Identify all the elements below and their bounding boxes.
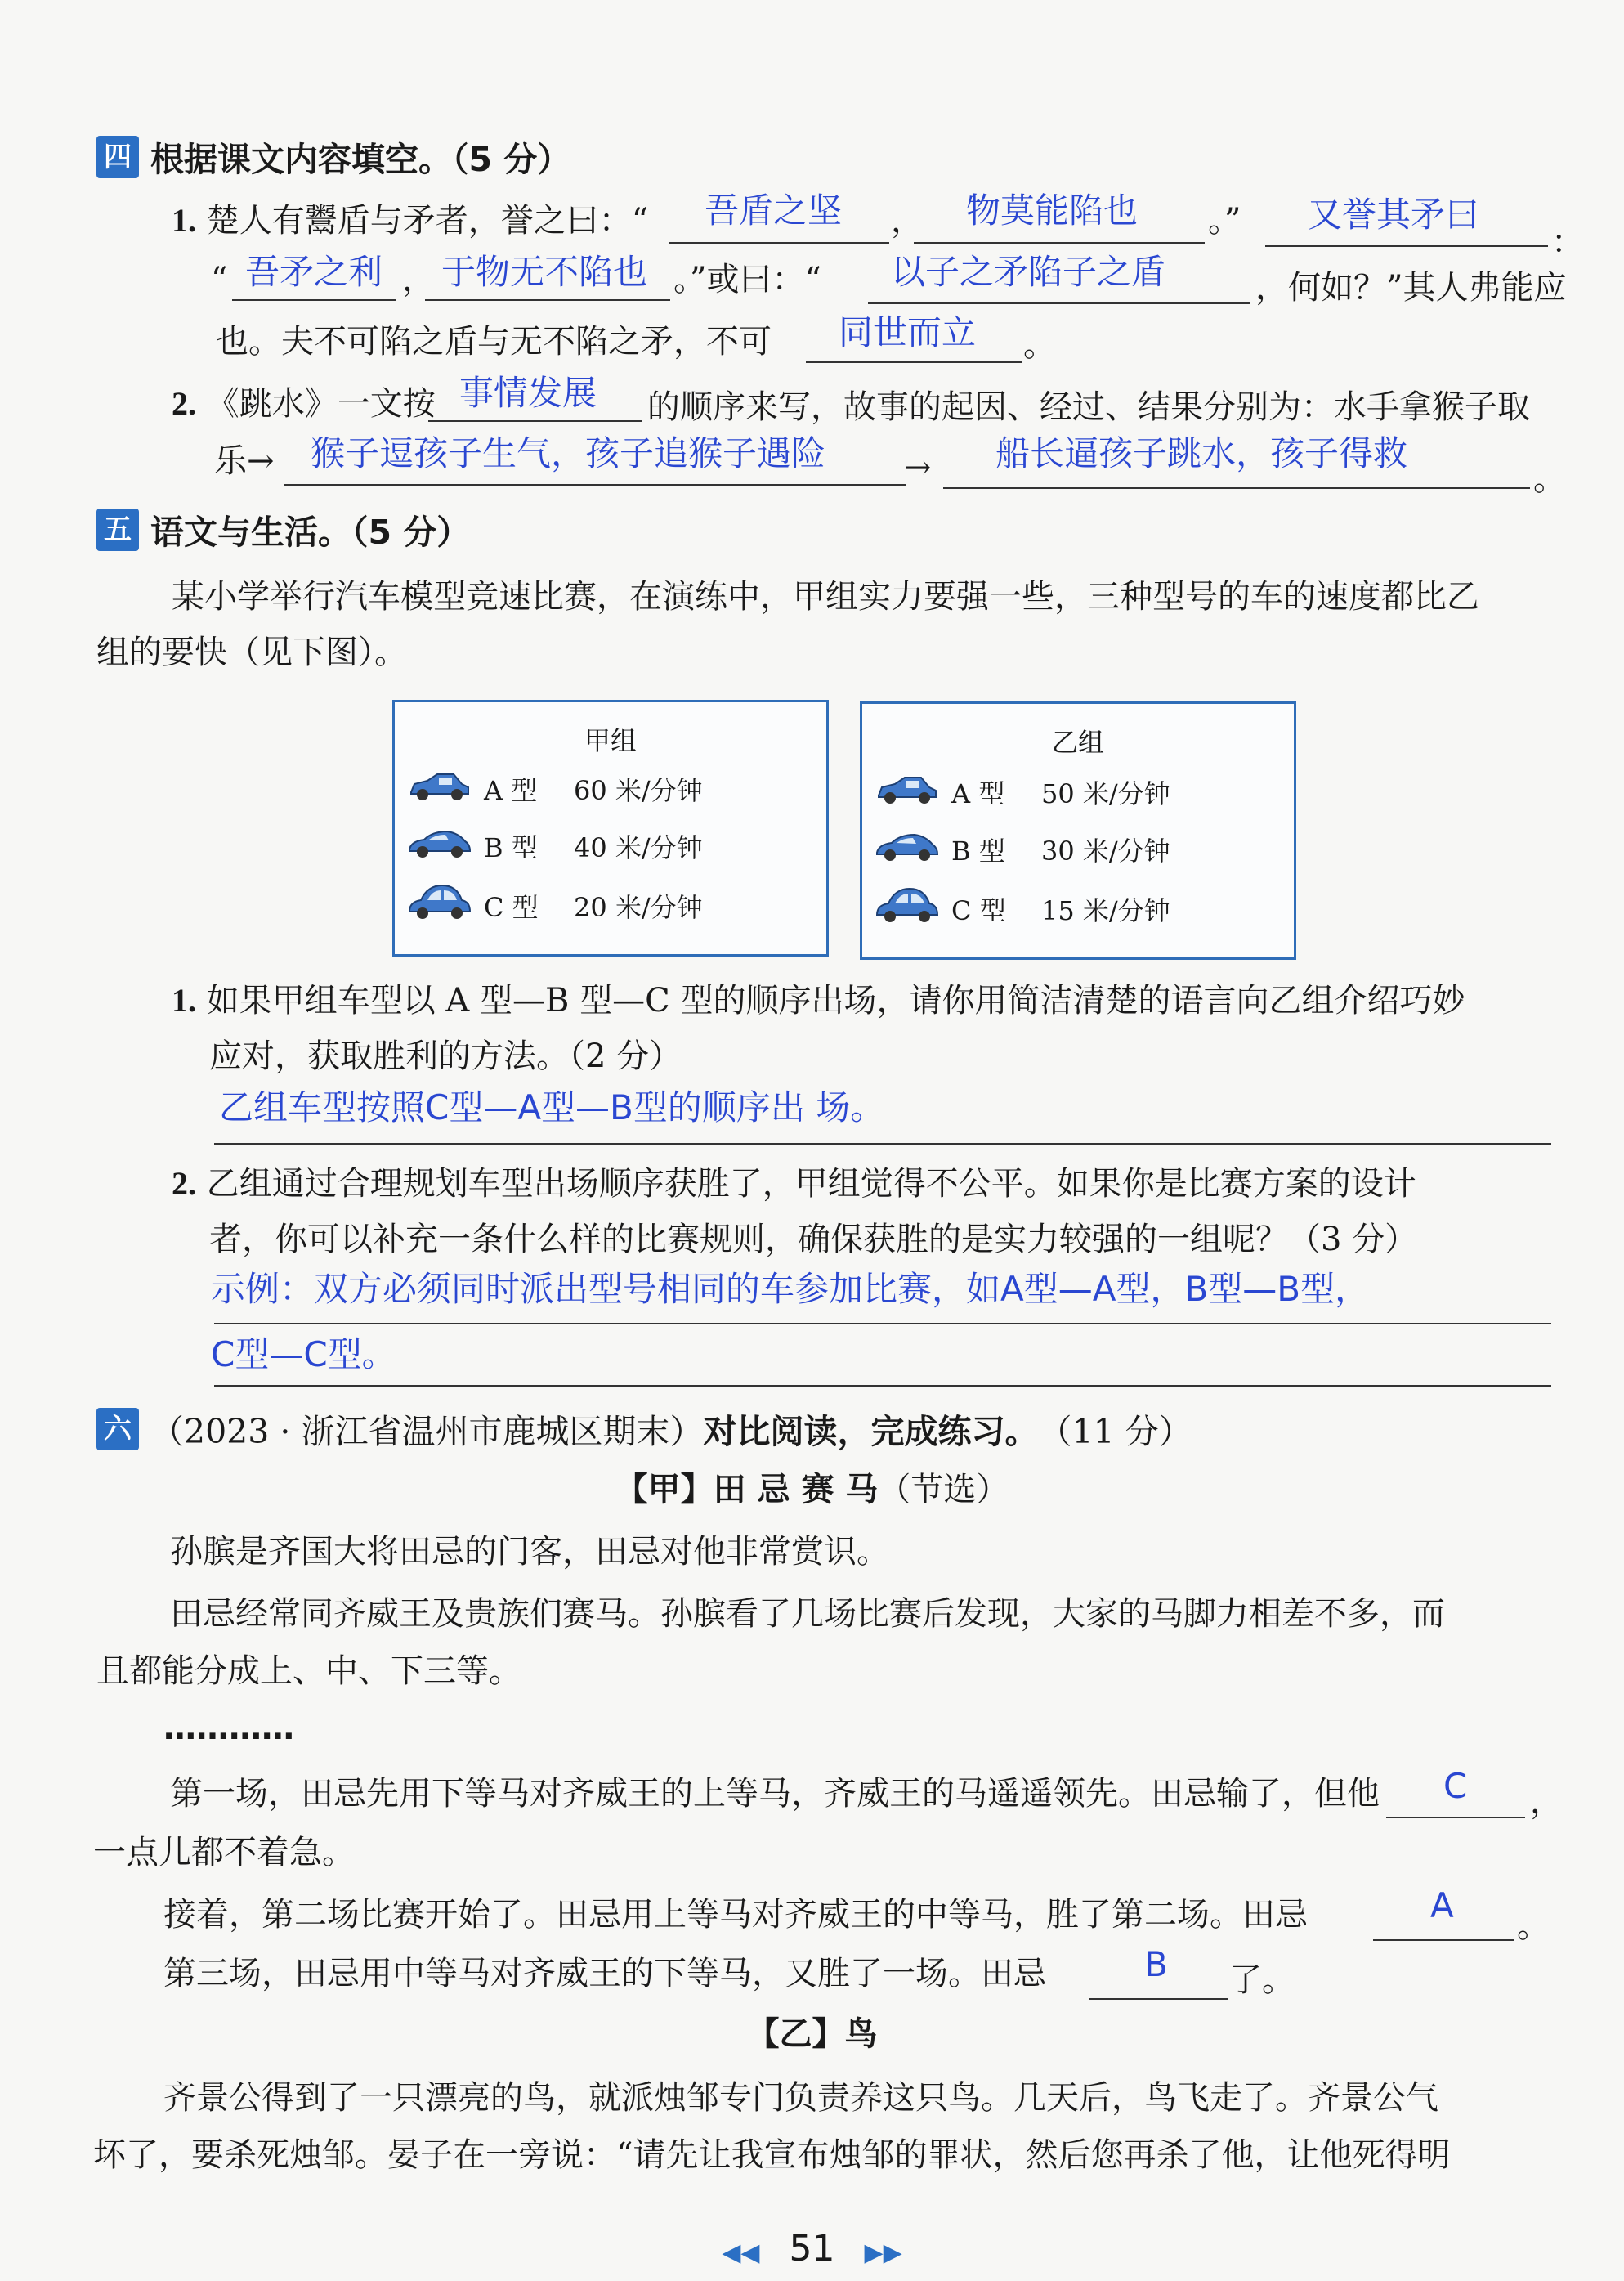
answer-4: 吾矛之利	[245, 252, 383, 292]
type-label: B 型	[951, 836, 1005, 867]
speed-value: 50 米/分钟	[1041, 778, 1170, 809]
car-icon	[406, 884, 472, 921]
jia-p7: 第三场，田忌用中等马对齐威王的下等马，又胜了一场。田忌	[163, 1955, 1046, 1992]
s4-q1-text1: 楚人有鬻盾与矛者，誉之曰：“	[206, 202, 649, 240]
blank-1[interactable]	[669, 242, 889, 244]
answer-3: 又誉其矛曰	[1308, 195, 1480, 235]
group-yi-title: 乙组	[1051, 727, 1104, 758]
answer-8: 事情发展	[459, 373, 597, 413]
s5-q1-line1	[172, 979, 1465, 1022]
group-yi-table	[860, 701, 1296, 960]
s4-q2-l2a: 乐→	[214, 442, 275, 480]
jia-p3: 且都能分成上、中、下三等。	[96, 1652, 521, 1690]
speed-value: 60 米/分钟	[574, 775, 703, 806]
passage-jia-title	[0, 1468, 1624, 1511]
blank-b[interactable]	[1089, 1998, 1228, 2000]
s5-q2-text1: 乙组通过合理规划车型出场顺序获胜了，甲组觉得不公平。如果你是比赛方案的设计	[206, 1165, 1416, 1203]
answer-line[interactable]	[214, 1385, 1551, 1387]
car-icon	[874, 830, 939, 863]
answer-line[interactable]	[214, 1323, 1551, 1324]
s4-q2-l2c: 。	[1533, 460, 1566, 498]
group-jia-table	[392, 700, 829, 957]
s4-q2-text2: 的顺序来写，故事的起因、经过、结果分别为：水手拿猴子取	[647, 388, 1530, 426]
s4-q1-l2d: ，何如？”其人弗能应	[1255, 269, 1567, 307]
s4-q1-end1: ：	[1551, 223, 1584, 261]
section-6-source: （2023 · 浙江省温州市鹿城区期末）	[150, 1412, 704, 1451]
s5-q2-answer-2: C型—C型。	[211, 1334, 396, 1374]
group-yi-row-c	[874, 887, 1170, 931]
s4-q1-l3b: 。	[1023, 326, 1056, 364]
page-number: 51	[789, 2228, 835, 2270]
car-icon	[406, 827, 472, 859]
car-icon	[874, 773, 939, 805]
car-icon	[406, 769, 472, 802]
section-6-title: 对比阅读，完成练习。	[703, 1412, 1039, 1451]
section-5-badge: 五	[96, 509, 139, 551]
group-yi-row-a	[874, 773, 1170, 812]
jia-p1: 孙膑是齐国大将田忌的门客，田忌对他非常赏识。	[170, 1533, 889, 1571]
answer-1: 吾盾之坚	[705, 190, 843, 231]
page-footer	[0, 2228, 1624, 2270]
s5-para-line1: 某小学举行汽车模型竞速比赛，在演练中，甲组实力要强一些，三种型号的车的速度都比乙	[172, 578, 1479, 616]
group-jia-row-b	[406, 827, 703, 866]
answer-b: B	[1144, 1944, 1168, 1984]
blank-c[interactable]	[1386, 1817, 1525, 1818]
section-4-badge: 四	[96, 136, 139, 178]
type-label: A 型	[951, 778, 1005, 809]
s5-q1-answer: 乙组车型按照C型—A型—B型的顺序出 场。	[219, 1087, 885, 1127]
s4-q1-sep2: 。”	[1208, 202, 1241, 240]
speed-value: 20 米/分钟	[574, 892, 703, 923]
answer-2: 物莫能陷也	[966, 190, 1139, 231]
s4-q1-l2c: 。”或曰：“	[673, 261, 821, 298]
jia-p6-end: 。	[1517, 1907, 1550, 1945]
yi-p1: 齐景公得到了一只漂亮的鸟，就派烛邹专门负责养这只鸟。几天后，鸟飞走了。齐景公气	[163, 2079, 1438, 2117]
s5-q2-answer-1: 示例：双方必须同时派出型号相同的车参加比赛，如A型—A型，B型—B型，	[211, 1269, 1370, 1309]
s4-q1-sep1: ，	[891, 202, 924, 240]
answer-a: A	[1430, 1885, 1454, 1925]
blank-10[interactable]	[943, 487, 1530, 489]
passage-jia-note: （节选）	[878, 1471, 1009, 1508]
section-5-heading	[96, 505, 470, 553]
blank-7[interactable]	[806, 361, 1022, 363]
blank-9[interactable]	[284, 484, 906, 486]
blank-8[interactable]	[428, 420, 642, 422]
yi-p2: 坏了，要杀死烛邹。晏子在一旁说：“请先让我宣布烛邹的罪状，然后您再杀了他，让他死得明	[93, 2136, 1451, 2174]
s4-q1-number: 1.	[172, 202, 196, 239]
blank-3[interactable]	[1265, 245, 1548, 247]
s5-q1-text1: 如果甲组车型以 A 型—B 型—C 型的顺序出场，请你用简洁清楚的语言向乙组介绍巧妙	[206, 982, 1465, 1020]
s4-q2-l2b: →	[904, 449, 932, 486]
section-6-heading	[96, 1405, 1192, 1453]
s4-q1-l3a: 也。夫不可陷之盾与无不陷之矛，不可	[216, 323, 772, 361]
speed-value: 15 米/分钟	[1041, 895, 1170, 926]
section-5-title: 语文与生活。（5 分）	[150, 513, 471, 552]
speed-value: 40 米/分钟	[574, 832, 703, 863]
prev-arrow-icon: ◀◀	[722, 2238, 760, 2267]
s5-q2-line2: 者，你可以补充一条什么样的比赛规则，确保获胜的是实力较强的一组呢？（3 分）	[209, 1221, 1418, 1258]
jia-p6: 接着，第二场比赛开始了。田忌用上等马对齐威王的中等马，胜了第二场。田忌	[163, 1896, 1308, 1934]
section-6-points: （11 分）	[1038, 1412, 1192, 1451]
s5-q2-number: 2.	[172, 1165, 196, 1202]
section-6-badge: 六	[96, 1408, 139, 1450]
answer-7: 同世而立	[839, 312, 977, 352]
speed-value: 30 米/分钟	[1041, 836, 1170, 867]
type-label: C 型	[951, 895, 1006, 926]
answer-6: 以子之矛陷子之盾	[891, 252, 1166, 292]
jia-ellipsis: …………	[163, 1710, 294, 1747]
section-4-title: 根据课文内容填空。（5 分）	[150, 140, 571, 179]
jia-p2: 田忌经常同齐威王及贵族们赛马。孙膑看了几场比赛后发现，大家的马脚力相差不多，而	[170, 1595, 1445, 1633]
car-icon	[874, 887, 939, 925]
next-arrow-icon: ▶▶	[864, 2238, 902, 2267]
jia-p4-end: ，	[1530, 1783, 1563, 1821]
s5-q1-line2: 应对，获取胜利的方法。（2 分）	[209, 1037, 682, 1075]
type-label: C 型	[484, 892, 539, 923]
section-4-heading	[96, 132, 570, 181]
answer-line[interactable]	[214, 1143, 1551, 1145]
blank-a[interactable]	[1373, 1939, 1514, 1941]
blank-2[interactable]	[914, 242, 1205, 244]
passage-yi-title: 【乙】鸟	[746, 2015, 878, 2053]
group-jia-title: 甲组	[584, 725, 637, 756]
s4-q2-text1: 《跳水》一文按	[206, 385, 436, 423]
answer-9: 猴子逗孩子生气，孩子追猴子遇险	[311, 433, 826, 473]
answer-c: C	[1443, 1766, 1468, 1806]
type-label: B 型	[484, 832, 538, 863]
s4-q1-l2a: “	[211, 261, 228, 298]
s4-q1-l2b: ，	[402, 261, 435, 298]
s4-q2-number: 2.	[172, 385, 196, 422]
blank-5[interactable]	[425, 299, 670, 301]
s4-q2-line1	[172, 383, 436, 425]
type-label: A 型	[484, 775, 538, 806]
jia-p7-end: 了。	[1229, 1961, 1295, 1999]
s5-q1-number: 1.	[172, 982, 196, 1019]
blank-6[interactable]	[868, 302, 1250, 304]
s5-para-line2: 组的要快（见下图）。	[96, 634, 407, 671]
s5-q2-line1	[172, 1163, 1416, 1205]
group-jia-row-a	[406, 769, 703, 809]
blank-4[interactable]	[232, 299, 396, 301]
answer-10: 船长逼孩子跳水，孩子得救	[995, 433, 1408, 473]
group-yi-row-b	[874, 830, 1170, 869]
jia-p4: 第一场，田忌先用下等马对齐威王的上等马，齐威王的马遥遥领先。田忌输了，但他	[170, 1775, 1380, 1813]
jia-p5: 一点儿都不着急。	[93, 1834, 355, 1871]
group-jia-row-c	[406, 884, 703, 928]
passage-jia-heading: 【甲】田 忌 赛 马	[615, 1471, 879, 1508]
answer-5: 于物无不陷也	[441, 252, 648, 292]
s4-q1-line1	[172, 199, 648, 242]
